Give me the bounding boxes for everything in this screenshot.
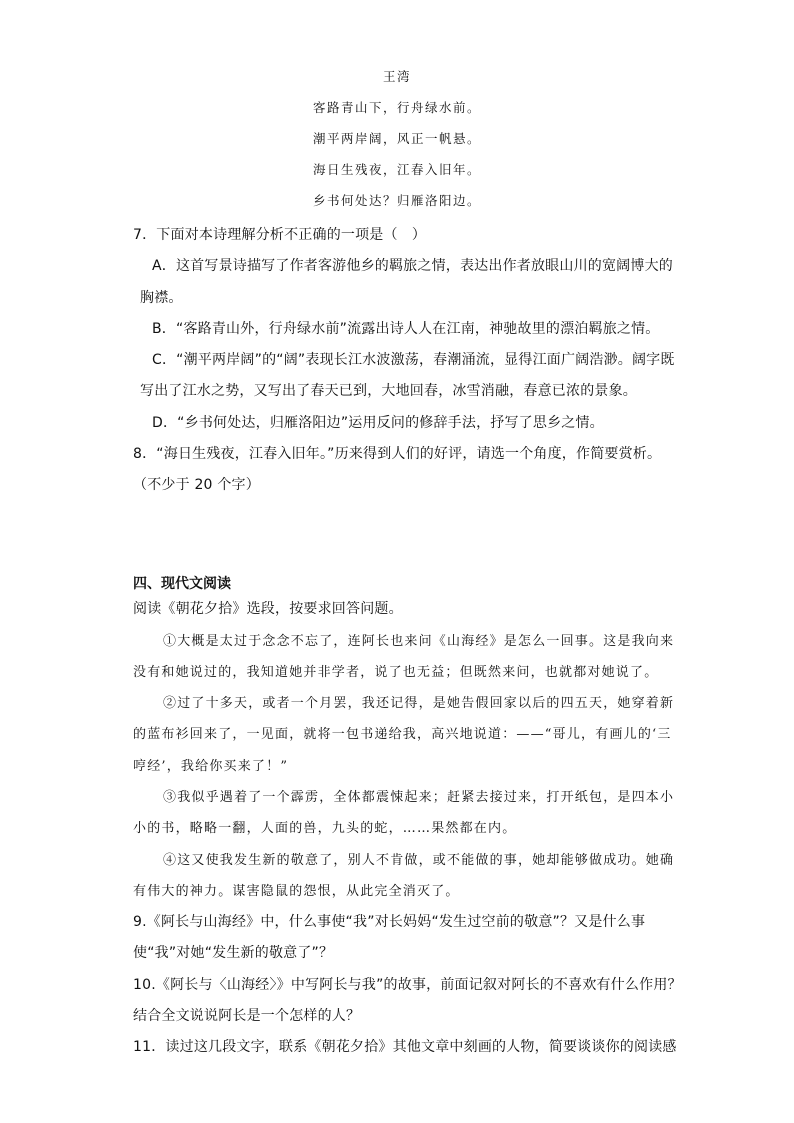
passage-paragraph-2-line-1: ②过了十多天，或者一个月罢，我还记得，是她告假回家以后的四五天，她穿着新: [163, 696, 675, 711]
question-8-line-2: （不少于 20 个字）: [133, 477, 260, 493]
passage-paragraph-2-line-3: 哼经’，我给你买来了！”: [133, 759, 289, 774]
passage-paragraph-3-line-1: ③我似乎遇着了一个霹雳，全体都震悚起来；赶紧去接过来，打开纸包，是四本小: [163, 790, 675, 805]
question-7-option-b: B．“客路青山外，行舟绿水前”流露出诗人人在江南，神驰故里的漂泊羁旅之情。: [152, 321, 660, 337]
passage-paragraph-1-line-1: ①大概是太过于念念不忘了，连阿长也来问《山海经》是怎么一回事。这是我向来: [163, 634, 675, 649]
question-7-option-c-line-1: C．“潮平两岸阔”的“阔”表现长江水波激荡，春潮涌流，显得江面广阔浩渺。阔字既: [152, 352, 675, 368]
question-9-line-1: 9.《阿长与山海经》中，什么事使“我”对长妈妈“发生过空前的敬意”？又是什么事: [133, 914, 646, 930]
poem-author: 王湾: [382, 69, 411, 84]
question-8-line-1: 8．“海日生残夜，江春入旧年。”历来得到人们的好评，请选一个角度，作简要赏析。: [133, 446, 662, 462]
passage-paragraph-3-line-2: 小的书，略略一翻，人面的兽，九头的蛇，……果然都在内。: [133, 821, 517, 836]
question-9-line-2: 使“我”对她“发生新的敬意了”？: [133, 945, 334, 961]
poem-line-4: 乡书何处达？归雁洛阳边。: [312, 193, 481, 208]
passage-paragraph-4-line-1: ④这又使我发生新的敬意了，别人不肯做，或不能做的事，她却能够做成功。她确: [163, 853, 675, 868]
question-7-option-a-line-1: A．这首写景诗描写了作者客游他乡的羁旅之情，表达出作者放眼山川的宽阔博大的: [152, 258, 673, 274]
question-7-option-c-line-2: 写出了江水之势，又写出了春天已到，大地回春，冰雪消融，春意已浓的景象。: [140, 383, 637, 399]
question-7-option-d: D．“乡书何处达，归雁洛阳边”运用反问的修辞手法，抒写了思乡之情。: [152, 415, 604, 431]
question-7-stem: 7．下面对本诗理解分析不正确的一项是（ ）: [133, 227, 427, 243]
passage-paragraph-2-line-2: 的蓝布衫回来了，一见面，就将一包书递给我，高兴地说道：——“哥儿，有画儿的‘三: [133, 727, 672, 742]
poem-line-2: 潮平两岸阔，风正一帆悬。: [312, 131, 481, 146]
question-11-line-1: 11．读过这几段文字，联系《朝花夕拾》其他文章中刻画的人物，简要谈谈你的阅读感: [133, 1039, 677, 1055]
section-instruction: 阅读《朝花夕拾》选段，按要求回答问题。: [133, 601, 403, 617]
poem-line-3: 海日生残夜，江春入旧年。: [312, 162, 481, 177]
question-10-line-2: 结合全文说说阿长是一个怎样的人？: [133, 1008, 361, 1024]
question-10-line-1: 10.《阿长与〈山海经〉》中写阿长与我”的故事，前面记叙对阿长的不喜欢有什么作用？: [133, 977, 682, 993]
passage-paragraph-4-line-2: 有伟大的神力。谋害隐鼠的怨恨，从此完全消灭了。: [133, 884, 460, 899]
section-heading: 四、现代文阅读: [133, 576, 231, 592]
passage-paragraph-1-line-2: 没有和她说过的，我知道她并非学者，说了也无益；但既然来问，也就都对她说了。: [133, 665, 659, 680]
poem-line-1: 客路青山下，行舟绿水前。: [312, 100, 481, 115]
question-7-option-a-line-2: 胸襟。: [140, 290, 183, 306]
